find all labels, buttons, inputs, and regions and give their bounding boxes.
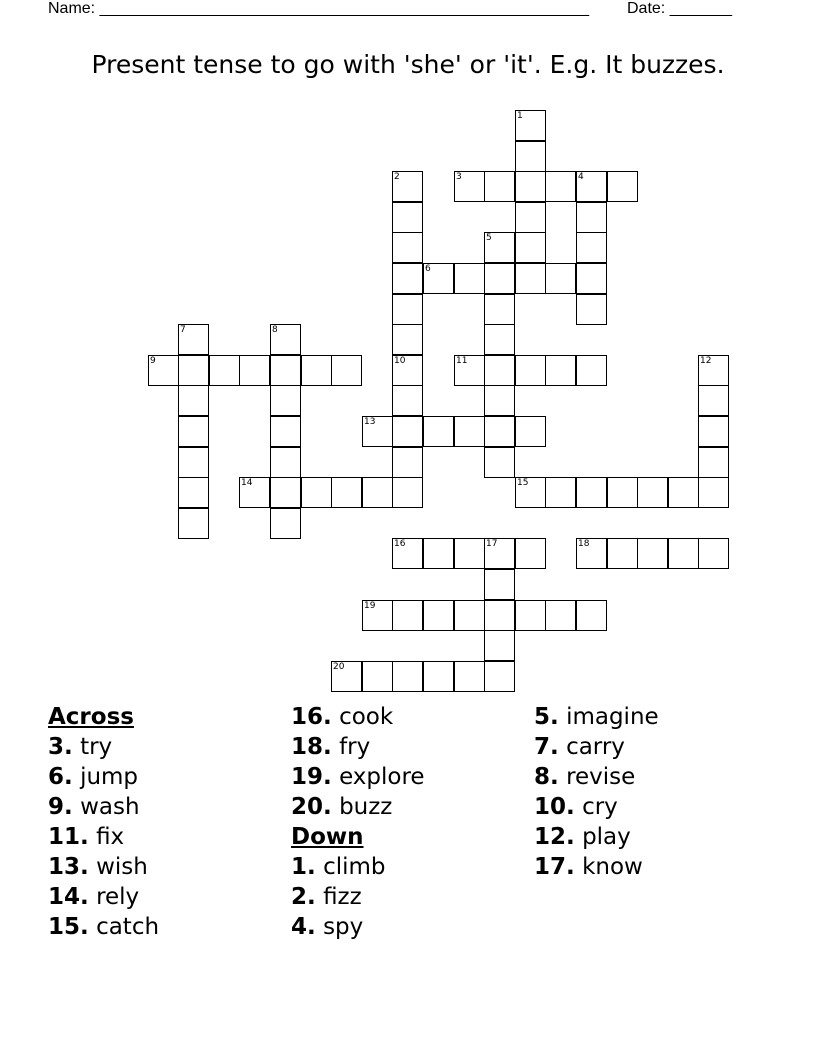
grid-cell[interactable] bbox=[484, 385, 515, 416]
grid-cell[interactable] bbox=[576, 477, 607, 508]
clue-number: 19 bbox=[364, 601, 376, 611]
clue-across-18: 18. fry bbox=[291, 734, 371, 760]
grid-cell[interactable] bbox=[515, 263, 546, 294]
grid-cell[interactable] bbox=[454, 600, 485, 631]
grid-cell[interactable] bbox=[239, 477, 270, 508]
grid-cell[interactable] bbox=[484, 324, 515, 355]
grid-cell[interactable] bbox=[392, 477, 423, 508]
grid-cell[interactable] bbox=[698, 355, 729, 386]
clue-number: 16 bbox=[394, 539, 406, 549]
grid-cell[interactable] bbox=[331, 661, 362, 692]
grid-cell[interactable] bbox=[484, 630, 515, 661]
grid-cell[interactable] bbox=[484, 232, 515, 263]
grid-cell[interactable] bbox=[392, 294, 423, 325]
grid-cell[interactable] bbox=[545, 263, 576, 294]
grid-cell[interactable] bbox=[545, 600, 576, 631]
grid-cell[interactable] bbox=[423, 661, 454, 692]
grid-cell[interactable] bbox=[148, 355, 179, 386]
grid-cell[interactable] bbox=[362, 477, 393, 508]
grid-cell[interactable] bbox=[545, 477, 576, 508]
grid-cell[interactable] bbox=[484, 355, 515, 386]
grid-cell[interactable] bbox=[362, 661, 393, 692]
clue-number: 11 bbox=[456, 356, 468, 366]
grid-cell[interactable] bbox=[270, 477, 301, 508]
grid-cell[interactable] bbox=[515, 600, 546, 631]
clue-column-2 bbox=[291, 702, 425, 942]
grid-cell[interactable] bbox=[576, 294, 607, 325]
grid-cell[interactable] bbox=[270, 385, 301, 416]
grid-cell[interactable] bbox=[576, 538, 607, 569]
grid-cell[interactable] bbox=[515, 538, 546, 569]
grid-cell[interactable] bbox=[301, 477, 332, 508]
clue-down-2: 2. fizz bbox=[291, 884, 362, 910]
grid-cell[interactable] bbox=[392, 263, 423, 294]
grid-cell[interactable] bbox=[362, 600, 393, 631]
clue-number: 6 bbox=[425, 264, 431, 274]
clue-down-7: 7. carry bbox=[534, 734, 625, 760]
grid-cell[interactable] bbox=[484, 600, 515, 631]
grid-cell[interactable] bbox=[423, 416, 454, 447]
date-line: Date: _______ bbox=[627, 0, 732, 17]
grid-cell[interactable] bbox=[545, 355, 576, 386]
grid-cell[interactable] bbox=[239, 355, 270, 386]
clue-down-10: 10. cry bbox=[534, 794, 618, 820]
clue-number: 7 bbox=[180, 325, 186, 335]
grid-cell[interactable] bbox=[698, 538, 729, 569]
grid-cell[interactable] bbox=[515, 416, 546, 447]
clue-down-12: 12. play bbox=[534, 824, 631, 850]
clue-number: 5 bbox=[486, 233, 492, 243]
grid-cell[interactable] bbox=[698, 385, 729, 416]
clue-across-15: 15. catch bbox=[48, 914, 160, 940]
grid-cell[interactable] bbox=[331, 477, 362, 508]
clue-down-5: 5. imagine bbox=[534, 704, 659, 730]
clue-across-19: 19. explore bbox=[291, 764, 425, 790]
clue-down-4: 4. spy bbox=[291, 914, 364, 940]
grid-cell[interactable] bbox=[392, 416, 423, 447]
grid-cell[interactable] bbox=[607, 538, 638, 569]
puzzle-title: Present tense to go with 'she' or 'it'. E.g. It buzzes. bbox=[91, 50, 725, 79]
grid-cell[interactable] bbox=[178, 324, 209, 355]
grid-cell[interactable] bbox=[301, 355, 332, 386]
grid-cell[interactable] bbox=[576, 263, 607, 294]
grid-cell[interactable] bbox=[270, 508, 301, 539]
clue-across-11: 11. fix bbox=[48, 824, 125, 850]
grid-cell[interactable] bbox=[698, 477, 729, 508]
grid-cell[interactable] bbox=[392, 661, 423, 692]
clue-number: 2 bbox=[394, 172, 400, 182]
grid-cell[interactable] bbox=[637, 538, 668, 569]
grid-cell[interactable] bbox=[515, 110, 546, 141]
grid-cell[interactable] bbox=[178, 477, 209, 508]
grid-cell[interactable] bbox=[576, 202, 607, 233]
clue-number: 8 bbox=[272, 325, 278, 335]
clue-across-3: 3. try bbox=[48, 734, 113, 760]
grid-cell[interactable] bbox=[698, 416, 729, 447]
grid-cell[interactable] bbox=[698, 447, 729, 478]
grid-cell[interactable] bbox=[392, 171, 423, 202]
down-heading: Down bbox=[291, 824, 364, 850]
grid-cell[interactable] bbox=[331, 355, 362, 386]
grid-cell[interactable] bbox=[576, 232, 607, 263]
grid-cell[interactable] bbox=[392, 202, 423, 233]
grid-cell[interactable] bbox=[454, 171, 485, 202]
grid-cell[interactable] bbox=[362, 416, 393, 447]
grid-cell[interactable] bbox=[392, 385, 423, 416]
grid-cell[interactable] bbox=[423, 600, 454, 631]
clue-number: 17 bbox=[486, 539, 498, 549]
clue-down-8: 8. revise bbox=[534, 764, 636, 790]
grid-cell[interactable] bbox=[178, 385, 209, 416]
clue-number: 3 bbox=[456, 172, 462, 182]
grid-cell[interactable] bbox=[576, 355, 607, 386]
grid-cell[interactable] bbox=[178, 416, 209, 447]
grid-cell[interactable] bbox=[270, 355, 301, 386]
grid-cell[interactable] bbox=[392, 447, 423, 478]
clue-number: 15 bbox=[517, 478, 529, 488]
grid-cell[interactable] bbox=[607, 477, 638, 508]
clue-column-3 bbox=[534, 702, 659, 882]
clue-number: 1 bbox=[517, 111, 523, 121]
grid-cell[interactable] bbox=[484, 171, 515, 202]
grid-cell[interactable] bbox=[484, 294, 515, 325]
grid-cell[interactable] bbox=[454, 538, 485, 569]
clue-number: 20 bbox=[333, 662, 345, 672]
grid-cell[interactable] bbox=[576, 600, 607, 631]
grid-cell[interactable] bbox=[392, 538, 423, 569]
clue-number: 4 bbox=[578, 172, 584, 182]
grid-cell[interactable] bbox=[607, 171, 638, 202]
grid-cell[interactable] bbox=[178, 355, 209, 386]
name-line: Name: _______________________________________________________ bbox=[48, 0, 589, 17]
clue-number: 14 bbox=[241, 478, 253, 488]
grid-cell[interactable] bbox=[484, 416, 515, 447]
grid-cell[interactable] bbox=[178, 447, 209, 478]
clue-number: 10 bbox=[394, 356, 406, 366]
across-heading: Across bbox=[48, 704, 134, 730]
grid-cell[interactable] bbox=[576, 171, 607, 202]
clue-number: 18 bbox=[578, 539, 590, 549]
grid-cell[interactable] bbox=[515, 141, 546, 172]
grid-cell[interactable] bbox=[484, 661, 515, 692]
clue-across-6: 6. jump bbox=[48, 764, 139, 790]
grid-cell[interactable] bbox=[270, 324, 301, 355]
clue-down-17: 17. know bbox=[534, 854, 643, 880]
grid-cell[interactable] bbox=[178, 508, 209, 539]
grid-cell[interactable] bbox=[515, 477, 546, 508]
grid-cell[interactable] bbox=[668, 538, 699, 569]
grid-cell[interactable] bbox=[209, 355, 240, 386]
grid-cell[interactable] bbox=[392, 232, 423, 263]
grid-cell[interactable] bbox=[515, 202, 546, 233]
grid-cell[interactable] bbox=[454, 416, 485, 447]
grid-cell[interactable] bbox=[423, 263, 454, 294]
clue-across-16: 16. cook bbox=[291, 704, 394, 730]
grid-cell[interactable] bbox=[392, 600, 423, 631]
clue-number: 9 bbox=[150, 356, 156, 366]
grid-cell[interactable] bbox=[637, 477, 668, 508]
grid-cell[interactable] bbox=[545, 171, 576, 202]
clue-across-14: 14. rely bbox=[48, 884, 140, 910]
grid-cell[interactable] bbox=[668, 477, 699, 508]
grid-cell[interactable] bbox=[454, 263, 485, 294]
grid-cell[interactable] bbox=[515, 355, 546, 386]
grid-cell[interactable] bbox=[270, 416, 301, 447]
grid-cell[interactable] bbox=[484, 263, 515, 294]
clue-across-9: 9. wash bbox=[48, 794, 140, 820]
grid-cell[interactable] bbox=[423, 538, 454, 569]
clue-across-13: 13. wish bbox=[48, 854, 148, 880]
clue-number: 12 bbox=[700, 356, 712, 366]
grid-cell[interactable] bbox=[515, 171, 546, 202]
clue-across-20: 20. buzz bbox=[291, 794, 393, 820]
grid-cell[interactable] bbox=[515, 232, 546, 263]
clue-down-1: 1. climb bbox=[291, 854, 386, 880]
clue-number: 13 bbox=[364, 417, 376, 427]
grid-cell[interactable] bbox=[392, 324, 423, 355]
grid-cell[interactable] bbox=[484, 538, 515, 569]
grid-cell[interactable] bbox=[454, 355, 485, 386]
clue-column-1 bbox=[48, 702, 159, 942]
grid-cell[interactable] bbox=[392, 355, 423, 386]
grid-cell[interactable] bbox=[484, 447, 515, 478]
grid-cell[interactable] bbox=[454, 661, 485, 692]
grid-cell[interactable] bbox=[270, 447, 301, 478]
grid-cell[interactable] bbox=[484, 569, 515, 600]
